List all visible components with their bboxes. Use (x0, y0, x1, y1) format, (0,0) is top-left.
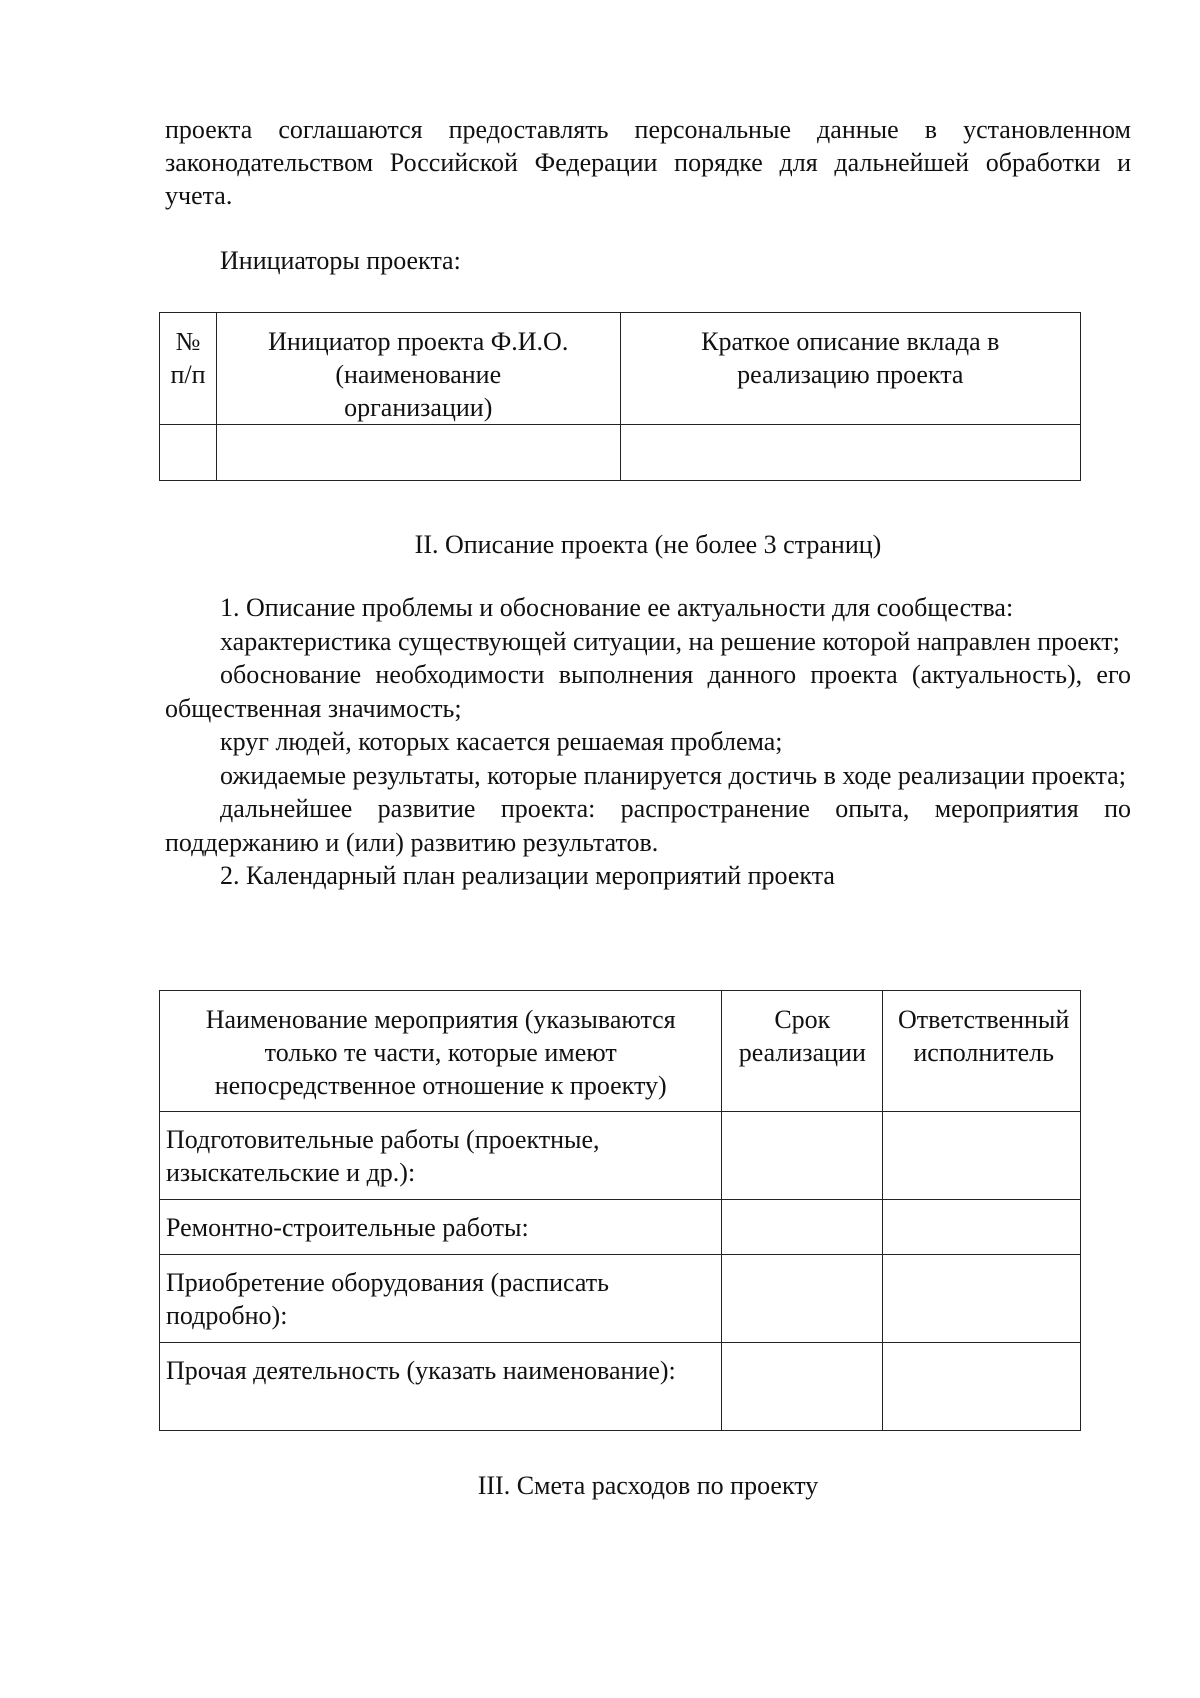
responsible-cell[interactable] (883, 1112, 1081, 1200)
activity-cell[interactable]: Подготовительные работы (проектные, изыскательские и др.): (160, 1112, 722, 1200)
table-row (160, 1343, 1081, 1431)
col-initiator-header: Инициатор проекта Ф.И.О. (наименование организации) (216, 313, 620, 425)
col-deadline-header: Срок реализации (722, 991, 883, 1112)
section-2-item: обоснование необходимости выполнения данного проекта (актуальность), его общественная значимость; (165, 660, 1131, 723)
table-row (160, 1200, 1081, 1255)
section-2-item: круг людей, которых касается решаемая проблема; (220, 727, 783, 756)
activity-cell[interactable]: Прочая деятельность (указать наименование): (160, 1343, 722, 1431)
table-cell[interactable] (216, 425, 620, 481)
responsible-cell[interactable] (883, 1200, 1081, 1255)
table-row (160, 1112, 1081, 1200)
activity-cell[interactable]: Ремонтно-строительные работы: (160, 1200, 722, 1255)
col-contribution-header: Краткое описание вклада в реализацию проекта (620, 313, 1080, 425)
initiators-label: Инициаторы проекта: (220, 246, 461, 275)
intro-paragraph: проекта соглашаются предоставлять персональные данные в установленном законодательством Российской Федерации порядке для дальнейшей обработки и учета. (165, 115, 1131, 210)
col-number-header: № п/п (160, 313, 217, 425)
section-2-item: характеристика существующей ситуации, на решение которой направлен проект; (220, 626, 1120, 656)
section-2-title: II. Описание проекта (не более 3 страниц) (414, 530, 882, 559)
section-3-title: III. Смета расходов по проекту (477, 1471, 819, 1500)
initiators-table (159, 312, 1081, 481)
deadline-cell[interactable] (722, 1200, 883, 1255)
section-2-body (165, 591, 1131, 893)
table-header-row (160, 991, 1081, 1112)
plan-table (159, 990, 1081, 1431)
deadline-cell[interactable] (722, 1255, 883, 1343)
deadline-cell[interactable] (722, 1343, 883, 1431)
section-2-item: ожидаемые результаты, которые планируется достичь в ходе реализации проекта; (220, 760, 1126, 790)
table-header-row (160, 313, 1081, 425)
col-responsible-header: Ответственный исполнитель (883, 991, 1081, 1112)
table-row (160, 425, 1081, 481)
table-cell[interactable] (620, 425, 1080, 481)
table-row (160, 1255, 1081, 1343)
table-cell[interactable] (160, 425, 217, 481)
section-2-item: дальнейшее развитие проекта: распространение опыта, мероприятия по поддержанию и (или) развитию результатов. (165, 794, 1131, 857)
deadline-cell[interactable] (722, 1112, 883, 1200)
section-2-item: 1. Описание проблемы и обоснование ее актуальности для сообщества: (220, 593, 1014, 622)
activity-cell[interactable]: Приобретение оборудования (расписать подробно): (160, 1255, 722, 1343)
responsible-cell[interactable] (883, 1343, 1081, 1431)
responsible-cell[interactable] (883, 1255, 1081, 1343)
section-2-item: 2. Календарный план реализации мероприятий проекта (220, 861, 835, 890)
col-activity-header: Наименование мероприятия (указываются только те части, которые имеют непосредственное отношение к проекту) (160, 991, 722, 1112)
